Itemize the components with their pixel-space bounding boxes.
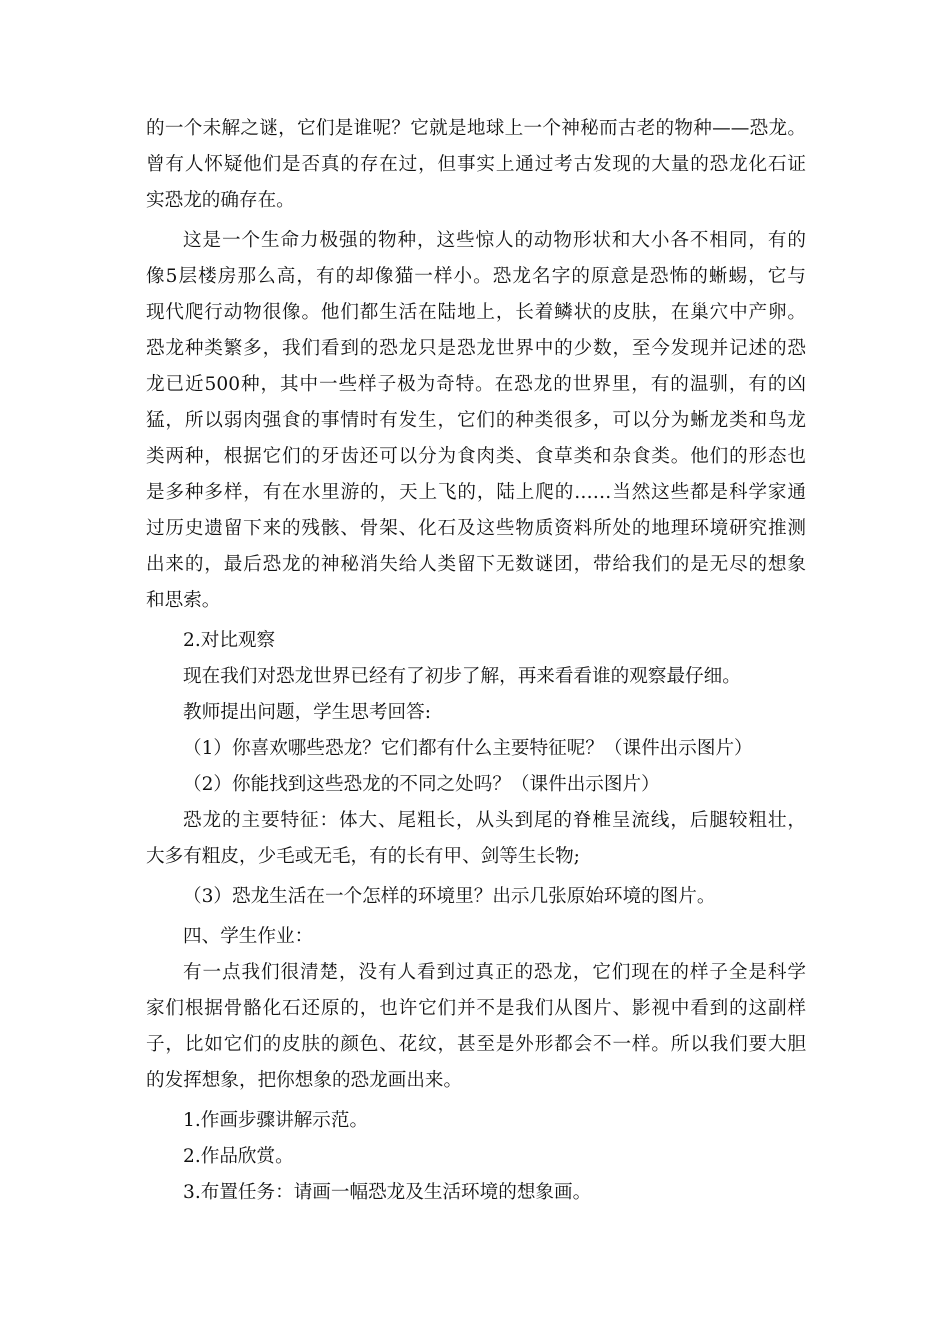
text-line: 有一点我们很清楚，没有人看到过真正的恐龙，它们现在的样子全是科学	[183, 962, 806, 983]
text-line: 猛，所以弱肉强食的事情时有发生，它们的种类很多，可以分为蜥龙类和鸟龙	[146, 410, 806, 431]
list-item: 2.作品欣赏。	[183, 1146, 294, 1167]
text-line: 的一个未解之谜，它们是谁呢？它就是地球上一个神秘而古老的物种——恐龙。	[146, 118, 806, 139]
text-line: 恐龙的主要特征：体大、尾粗长，从头到尾的脊椎呈流线，后腿较粗壮，	[183, 810, 806, 831]
text-line: 曾有人怀疑他们是否真的存在过，但事实上通过考古发现的大量的恐龙化石证	[146, 154, 806, 175]
section-heading: 四、学生作业：	[183, 926, 314, 947]
text-line: 龙已近500种，其中一些样子极为奇特。在恐龙的世界里，有的温驯，有的凶	[146, 374, 806, 395]
section-heading: 2.对比观察	[183, 630, 276, 651]
list-item: 1.作画步骤讲解示范。	[183, 1110, 369, 1131]
question-item: （1）你喜欢哪些恐龙？它们都有什么主要特征呢？（课件出示图片）	[183, 738, 753, 759]
text-line: 的发挥想象，把你想象的恐龙画出来。	[146, 1070, 463, 1091]
text-line: 像5层楼房那么高，有的却像猫一样小。恐龙名字的原意是恐怖的蜥蜴，它与	[146, 266, 806, 287]
question-item: （3）恐龙生活在一个怎样的环境里？出示几张原始环境的图片。	[183, 886, 716, 907]
text-line: 现在我们对恐龙世界已经有了初步了解，再来看看谁的观察最仔细。	[183, 666, 741, 687]
text-line: 出来的，最后恐龙的神秘消失给人类留下无数谜团，带给我们的是无尽的想象	[146, 554, 806, 575]
question-item: （2）你能找到这些恐龙的不同之处吗？（课件出示图片）	[183, 774, 660, 795]
text-line: 家们根据骨骼化石还原的，也许它们并不是我们从图片、影视中看到的这副样	[146, 998, 806, 1019]
text-line: 恐龙种类繁多，我们看到的恐龙只是恐龙世界中的少数，至今发现并记述的恐	[146, 338, 806, 359]
text-line: 子，比如它们的皮肤的颜色、花纹，甚至是外形都会不一样。所以我们要大胆	[146, 1034, 806, 1055]
text-line: 教师提出问题，学生思考回答:	[183, 702, 431, 723]
text-line: 大多有粗皮，少毛或无毛，有的长有甲、剑等生长物;	[146, 846, 580, 867]
text-line: 过历史遗留下来的残骸、骨架、化石及这些物质资料所处的地理环境研究推测	[146, 518, 806, 539]
list-item: 3.布置任务：请画一幅恐龙及生活环境的想象画。	[183, 1182, 592, 1203]
text-line: 这是一个生命力极强的物种，这些惊人的动物形状和大小各不相同，有的	[183, 230, 806, 251]
text-line: 是多种多样，有在水里游的，天上飞的，陆上爬的……当然这些都是科学家通	[146, 482, 806, 503]
text-line: 实恐龙的确存在。	[146, 190, 295, 211]
text-line: 和思索。	[146, 590, 221, 611]
text-line: 类两种，根据它们的牙齿还可以分为食肉类、食草类和杂食类。他们的形态也	[146, 446, 806, 467]
text-line: 现代爬行动物很像。他们都生活在陆地上，长着鳞状的皮肤，在巢穴中产卵。	[146, 302, 806, 323]
